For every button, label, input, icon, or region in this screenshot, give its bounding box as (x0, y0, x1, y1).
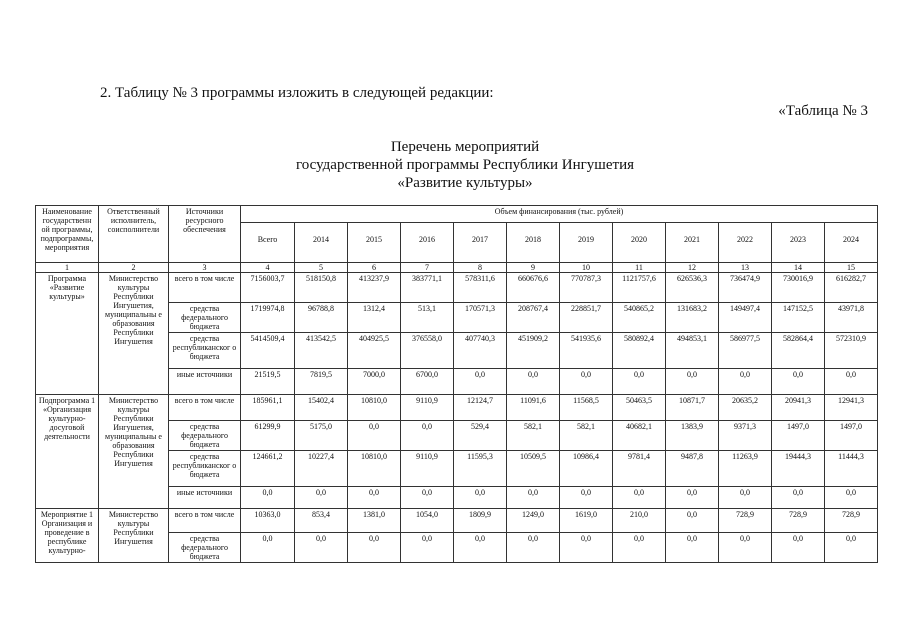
value-cell: 1497,0 (772, 421, 825, 451)
value-cell: 0,0 (241, 487, 295, 509)
value-cell: 853,4 (295, 509, 348, 533)
value-cell: 7156003,7 (241, 273, 295, 303)
value-cell: 10871,7 (666, 395, 719, 421)
value-cell: 20635,2 (719, 395, 772, 421)
value-cell: 626536,3 (666, 273, 719, 303)
value-cell: 0,0 (613, 369, 666, 395)
value-cell: 0,0 (241, 533, 295, 563)
value-cell: 770787,3 (560, 273, 613, 303)
value-cell: 0,0 (825, 369, 878, 395)
column-index: 15 (825, 263, 878, 273)
value-cell: 1619,0 (560, 509, 613, 533)
table-row (36, 273, 878, 303)
value-cell: 10363,0 (241, 509, 295, 533)
value-cell: 1121757,6 (613, 273, 666, 303)
value-cell: 228851,7 (560, 303, 613, 333)
value-cell: 0,0 (666, 533, 719, 563)
value-cell: 660676,6 (507, 273, 560, 303)
activities-table (35, 205, 878, 563)
column-index: 2 (99, 263, 169, 273)
value-cell: 1719974,8 (241, 303, 295, 333)
value-cell: 1054,0 (401, 509, 454, 533)
value-cell: 0,0 (772, 487, 825, 509)
value-cell: 7000,0 (348, 369, 401, 395)
value-cell: 149497,4 (719, 303, 772, 333)
value-cell: 404925,5 (348, 333, 401, 369)
value-cell: 578311,6 (454, 273, 507, 303)
header-year: 2024 (825, 223, 878, 263)
source-cell: иные источники (169, 487, 241, 509)
executor-cell: Министерство культуры Республики Ингушетия (99, 509, 169, 563)
header-year: 2016 (401, 223, 454, 263)
header-year: 2019 (560, 223, 613, 263)
value-cell: 0,0 (560, 533, 613, 563)
column-index: 6 (348, 263, 401, 273)
value-cell: 730016,9 (772, 273, 825, 303)
value-cell: 1381,0 (348, 509, 401, 533)
column-index: 9 (507, 263, 560, 273)
value-cell: 0,0 (666, 509, 719, 533)
value-cell: 0,0 (348, 421, 401, 451)
executor-cell: Министерство культуры Республики Ингушетия, муниципальны е образования Республики Ингушетия (99, 273, 169, 395)
value-cell: 1383,9 (666, 421, 719, 451)
value-cell: 147152,5 (772, 303, 825, 333)
value-cell: 494853,1 (666, 333, 719, 369)
value-cell: 518150,8 (295, 273, 348, 303)
value-cell: 529,4 (454, 421, 507, 451)
value-cell: 11263,9 (719, 451, 772, 487)
column-index: 8 (454, 263, 507, 273)
title-line-3: «Развитие культуры» (397, 175, 533, 191)
value-cell: 407740,3 (454, 333, 507, 369)
column-index: 1 (36, 263, 99, 273)
value-cell: 580892,4 (613, 333, 666, 369)
source-cell: всего в том числе (169, 395, 241, 421)
value-cell: 185961,1 (241, 395, 295, 421)
column-index: 3 (169, 263, 241, 273)
value-cell: 11568,5 (560, 395, 613, 421)
column-index: 5 (295, 263, 348, 273)
source-cell: всего в том числе (169, 509, 241, 533)
source-cell: средства республиканског о бюджета (169, 451, 241, 487)
value-cell: 451909,2 (507, 333, 560, 369)
value-cell: 376558,0 (401, 333, 454, 369)
header-year: Всего (241, 223, 295, 263)
column-index: 7 (401, 263, 454, 273)
value-cell: 0,0 (666, 369, 719, 395)
header-year: 2020 (613, 223, 666, 263)
value-cell: 12124,7 (454, 395, 507, 421)
title-line-1: Перечень мероприятий (390, 139, 540, 155)
value-cell: 0,0 (295, 487, 348, 509)
value-cell: 0,0 (719, 487, 772, 509)
value-cell: 124661,2 (241, 451, 295, 487)
value-cell: 9110,9 (401, 451, 454, 487)
program-name-cell: Программа «Развитие культуры» (36, 273, 99, 395)
value-cell: 1312,4 (348, 303, 401, 333)
header-name: Наименование государственн ой программы, подпрограммы, мероприятия (36, 206, 99, 263)
table-title (265, 138, 665, 192)
value-cell: 40682,1 (613, 421, 666, 451)
column-index: 13 (719, 263, 772, 273)
value-cell: 0,0 (401, 533, 454, 563)
value-cell: 0,0 (772, 369, 825, 395)
value-cell: 0,0 (507, 487, 560, 509)
value-cell: 15402,4 (295, 395, 348, 421)
value-cell: 19444,3 (772, 451, 825, 487)
value-cell: 0,0 (348, 487, 401, 509)
value-cell: 7819,5 (295, 369, 348, 395)
table-row (36, 509, 878, 533)
source-cell: средства федерального бюджета (169, 303, 241, 333)
value-cell: 0,0 (825, 487, 878, 509)
value-cell: 728,9 (719, 509, 772, 533)
value-cell: 0,0 (454, 487, 507, 509)
column-index: 12 (666, 263, 719, 273)
value-cell: 9371,3 (719, 421, 772, 451)
value-cell: 43971,8 (825, 303, 878, 333)
header-funding: Объем финансирования (тыс. рублей) (241, 206, 878, 223)
value-cell: 170571,3 (454, 303, 507, 333)
value-cell: 0,0 (772, 533, 825, 563)
value-cell: 728,9 (772, 509, 825, 533)
value-cell: 616282,7 (825, 273, 878, 303)
source-cell: средства республиканског о бюджета (169, 333, 241, 369)
value-cell: 131683,2 (666, 303, 719, 333)
value-cell: 21519,5 (241, 369, 295, 395)
intro-text: 2. Таблицу № 3 программы изложить в следующей редакции: (100, 85, 494, 101)
value-cell: 572310,9 (825, 333, 878, 369)
value-cell: 9110,9 (401, 395, 454, 421)
value-cell: 61299,9 (241, 421, 295, 451)
value-cell: 383771,1 (401, 273, 454, 303)
source-cell: средства федерального бюджета (169, 421, 241, 451)
value-cell: 413542,5 (295, 333, 348, 369)
value-cell: 50463,5 (613, 395, 666, 421)
value-cell: 540865,2 (613, 303, 666, 333)
value-cell: 10986,4 (560, 451, 613, 487)
value-cell: 10227,4 (295, 451, 348, 487)
value-cell: 6700,0 (401, 369, 454, 395)
value-cell: 0,0 (719, 533, 772, 563)
value-cell: 12941,3 (825, 395, 878, 421)
value-cell: 0,0 (560, 369, 613, 395)
value-cell: 0,0 (401, 487, 454, 509)
value-cell: 586977,5 (719, 333, 772, 369)
table-reference: «Таблица № 3 (778, 103, 868, 119)
value-cell: 11091,6 (507, 395, 560, 421)
value-cell: 10509,5 (507, 451, 560, 487)
value-cell: 0,0 (560, 487, 613, 509)
header-year: 2022 (719, 223, 772, 263)
value-cell: 0,0 (295, 533, 348, 563)
value-cell: 96788,8 (295, 303, 348, 333)
column-index: 11 (613, 263, 666, 273)
value-cell: 20941,3 (772, 395, 825, 421)
value-cell: 0,0 (507, 533, 560, 563)
value-cell: 210,0 (613, 509, 666, 533)
value-cell: 1249,0 (507, 509, 560, 533)
value-cell: 0,0 (507, 369, 560, 395)
column-index: 4 (241, 263, 295, 273)
value-cell: 413237,9 (348, 273, 401, 303)
value-cell: 0,0 (454, 369, 507, 395)
value-cell: 582,1 (560, 421, 613, 451)
value-cell: 582864,4 (772, 333, 825, 369)
source-cell: средства федерального бюджета (169, 533, 241, 563)
executor-cell: Министерство культуры Республики Ингушетия, муниципальны е образования Республики Ингушетия (99, 395, 169, 509)
value-cell: 10810,0 (348, 395, 401, 421)
value-cell: 582,1 (507, 421, 560, 451)
header-year: 2021 (666, 223, 719, 263)
value-cell: 728,9 (825, 509, 878, 533)
value-cell: 0,0 (613, 533, 666, 563)
value-cell: 208767,4 (507, 303, 560, 333)
value-cell: 11595,3 (454, 451, 507, 487)
column-index: 14 (772, 263, 825, 273)
value-cell: 0,0 (613, 487, 666, 509)
value-cell: 0,0 (825, 533, 878, 563)
header-year: 2023 (772, 223, 825, 263)
value-cell: 5414509,4 (241, 333, 295, 369)
value-cell: 513,1 (401, 303, 454, 333)
source-cell: всего в том числе (169, 273, 241, 303)
value-cell: 9781,4 (613, 451, 666, 487)
header-sources: Источники ресурсного обеспечения (169, 206, 241, 263)
value-cell: 10810,0 (348, 451, 401, 487)
header-year: 2015 (348, 223, 401, 263)
value-cell: 11444,3 (825, 451, 878, 487)
header-year: 2018 (507, 223, 560, 263)
value-cell: 1809,9 (454, 509, 507, 533)
value-cell: 736474,9 (719, 273, 772, 303)
value-cell: 0,0 (719, 369, 772, 395)
value-cell: 5175,0 (295, 421, 348, 451)
table-row (36, 395, 878, 421)
value-cell: 0,0 (454, 533, 507, 563)
value-cell: 541935,6 (560, 333, 613, 369)
header-executor: Ответственный исполнитель, соисполнители (99, 206, 169, 263)
value-cell: 9487,8 (666, 451, 719, 487)
source-cell: иные источники (169, 369, 241, 395)
header-year: 2017 (454, 223, 507, 263)
column-index: 10 (560, 263, 613, 273)
value-cell: 0,0 (666, 487, 719, 509)
program-name-cell: Подпрограмма 1 «Организация культурно-досуговой деятельности (36, 395, 99, 509)
title-line-2: государственной программы Республики Ингушетия (295, 157, 634, 173)
program-name-cell: Мероприятие 1 Организация и проведение в республике культурно- (36, 509, 99, 563)
value-cell: 0,0 (401, 421, 454, 451)
value-cell: 0,0 (348, 533, 401, 563)
value-cell: 1497,0 (825, 421, 878, 451)
header-year: 2014 (295, 223, 348, 263)
